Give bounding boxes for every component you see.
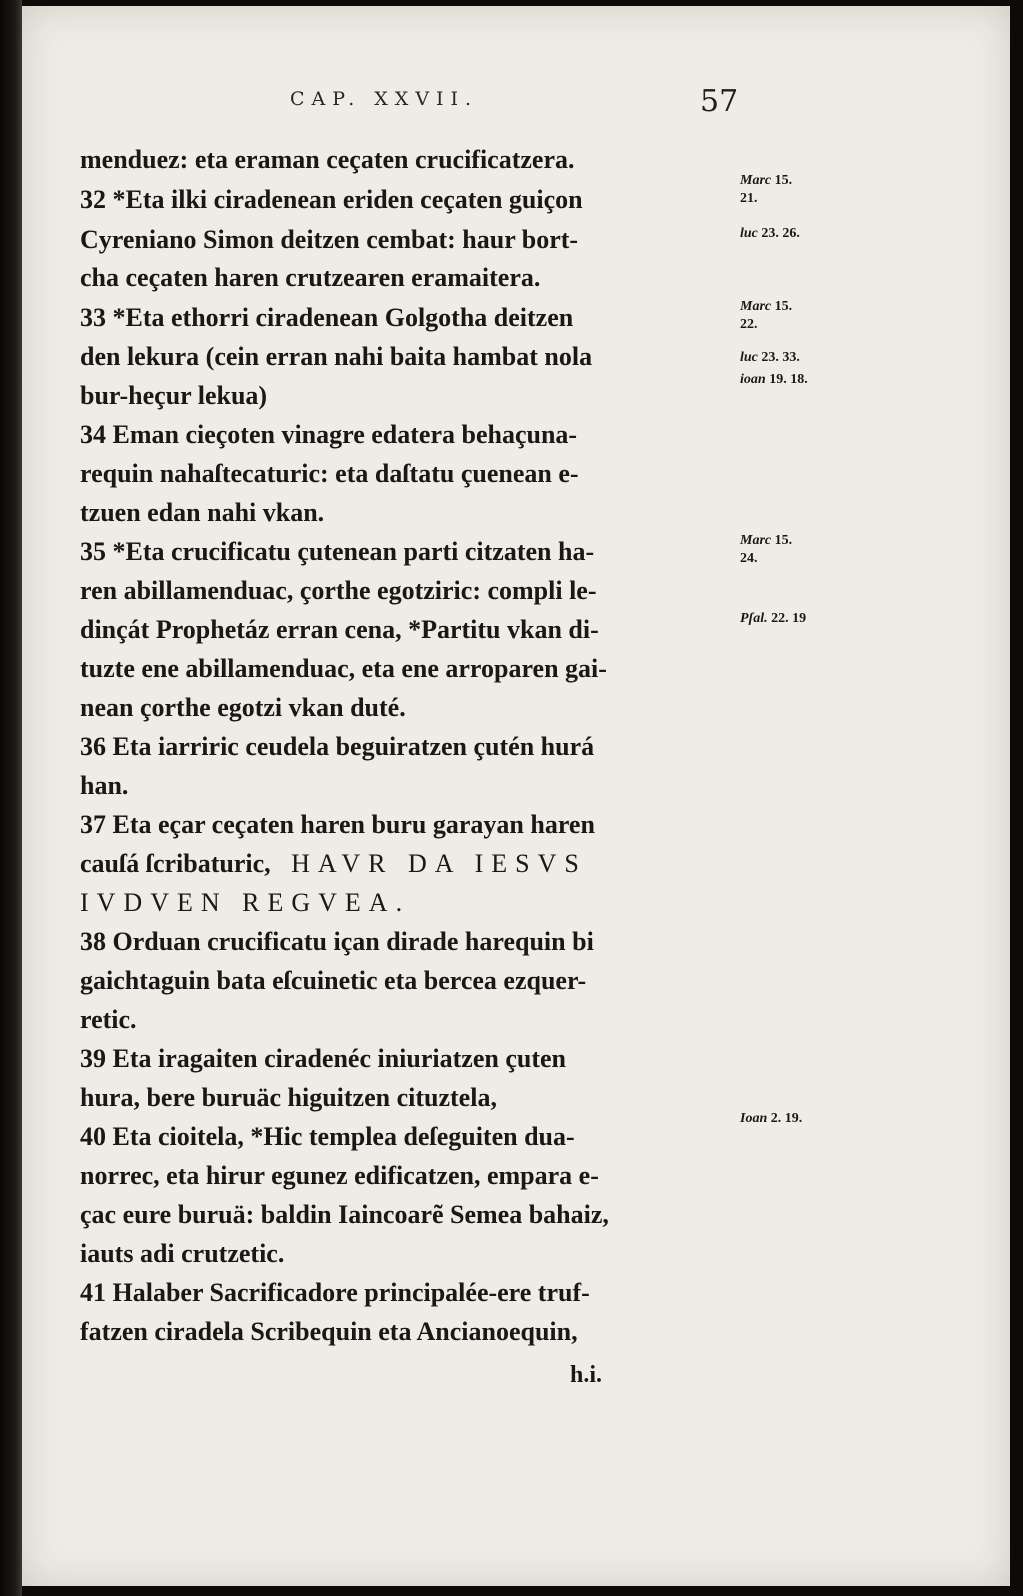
text-line: bur-heçur lekua) [80, 381, 268, 410]
text-line: ren abillamenduac, çorthe egotziric: compli le- [80, 576, 597, 605]
text-line: 33 *Eta ethorri ciradenean Golgotha deitzen [80, 303, 574, 332]
text-line: cha ceçaten haren crutzearen eramaitera. [80, 263, 541, 292]
text-line: den lekura (cein erran nahi baita hambat nola [80, 342, 593, 371]
margin-note: luc 23. 33. [740, 350, 800, 365]
margin-note: luc 23. 26. [740, 226, 800, 241]
text-line: 37 Eta eçar ceçaten haren buru garayan haren [80, 810, 595, 839]
margin-note: Pſal. 22. 19 [740, 611, 807, 626]
book-gutter [0, 0, 22, 1596]
text-line: tuzte ene abillamenduac, eta ene arroparen gai- [80, 654, 607, 683]
text-line: 36 Eta iarriric ceudela beguiratzen çutén hurá [80, 732, 595, 761]
text-line: hura, bere buruäc higuitzen cituztela, [80, 1083, 497, 1112]
text-line: Cyreniano Simon deitzen cembat: haur bort- [80, 225, 579, 254]
text-line: 40 Eta cioitela, *Hic templea deſeguiten dua- [80, 1122, 575, 1151]
inscription-part2: IVDVEN REGVEA. [80, 888, 411, 917]
text-line: retic. [80, 1005, 137, 1034]
running-header: CAP. XXVII. [290, 88, 479, 110]
page-number: 57 [700, 84, 739, 119]
margin-note: Marc 15. 24. [740, 533, 793, 566]
margin-note: Marc 15. 21. [740, 173, 793, 206]
text-line: requin nahaſtecaturic: eta daſtatu çuenean e- [80, 459, 579, 488]
margin-note: Marc 15. 22. [740, 299, 793, 332]
text-line: 38 Orduan crucificatu içan dirade harequin bi [80, 927, 594, 956]
margin-note: Ioan 2. 19. [740, 1111, 803, 1126]
text-line: tzuen edan nahi vkan. [80, 498, 325, 527]
text-line [80, 844, 730, 884]
text-line: 35 *Eta crucificatu çutenean parti citzaten ha- [80, 537, 595, 566]
margin-note: ioan 19. 18. [740, 372, 808, 387]
text-line: iauts adi crutzetic. [80, 1239, 285, 1268]
text-line: 32 *Eta ilki ciradenean eriden ceçaten guiçon [80, 185, 583, 214]
text-line: han. [80, 771, 129, 800]
text-line: çac eure buruä: baldin Iaincoarẽ Semea bahaiz, [80, 1200, 609, 1229]
text-fragment: cauſá ſcribaturic, [80, 849, 271, 878]
text-line: nean çorthe egotzi vkan duté. [80, 693, 406, 722]
text-line: dinçát Prophetáz erran cena, *Partitu vkan di- [80, 615, 599, 644]
text-line: norrec, eta hirur egunez edificatzen, empara e- [80, 1161, 599, 1190]
catchword: h.i. [570, 1362, 603, 1388]
inscription-part1: HAVR DA IESVS [291, 849, 587, 878]
text-line: 39 Eta iragaiten ciradenéc iniuriatzen çuten [80, 1044, 566, 1073]
text-line: gaichtaguin bata eſcuinetic eta bercea ezquer- [80, 966, 587, 995]
text-line: 34 Eman cieçoten vinagre edatera behaçuna- [80, 420, 578, 449]
text-line: 41 Halaber Sacrificadore principalée-ere truf- [80, 1278, 590, 1307]
text-line: menduez: eta eraman ceçaten crucificatzera. [80, 145, 575, 174]
text-line: fatzen ciradela Scribequin eta Ancianoequin, [80, 1317, 578, 1346]
